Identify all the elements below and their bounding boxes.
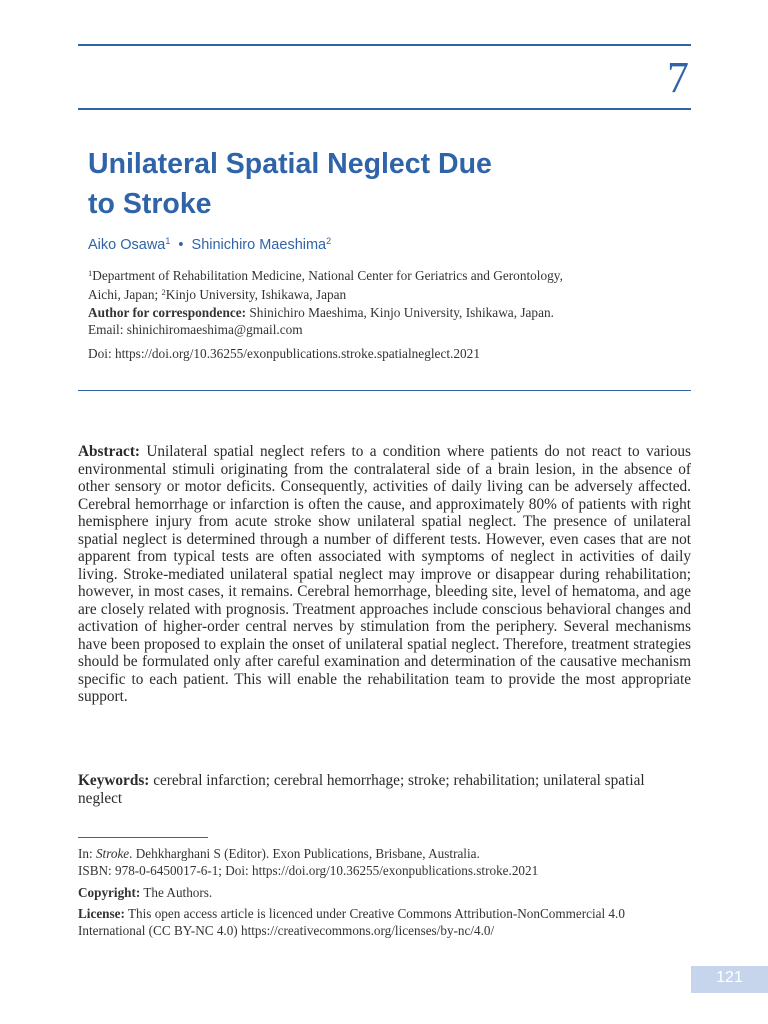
top-rule: [78, 44, 691, 46]
affiliation-line-2a: Aichi, Japan;: [88, 287, 162, 302]
doi[interactable]: Doi: https://doi.org/10.36255/exonpublications.stroke.spatialneglect.2021: [88, 346, 480, 361]
license-text: This open access article is licenced under Creative Commons Attribution-NonCommercial 4.0 International (CC BY-NC 4.0) https://creativecommons.org/licenses/by-nc/4.0/: [78, 906, 625, 938]
correspondence: [88, 304, 678, 338]
license: [78, 906, 693, 939]
title-line-1: Unilateral Spatial Neglect Due: [88, 148, 492, 180]
correspondence-label: Author for correspondence:: [88, 305, 247, 320]
keywords-label: Keywords:: [78, 772, 150, 789]
copyright-text: The Authors.: [143, 885, 213, 900]
affiliation-mark-2: 2: [161, 287, 166, 297]
citation-book: Stroke: [95, 846, 130, 861]
header-bottom-rule: [78, 108, 691, 110]
citation: [78, 846, 693, 879]
copyright: [78, 885, 693, 902]
affiliation-line-1: Department of Rehabilitation Medicine, National Center for Geriatrics and Gerontology,: [92, 268, 563, 283]
abstract-text: Unilateral spatial neglect refers to a condition where patients do not react to various environmental stimuli originating from the contralateral side of a brain lesion, in the absence of other sensory or motor deficits. Consequently, activities of daily living can be adversely affected. Cerebral hemorrhage or infarction is often the cause, and approximately 80% of patients with right hemisphere injury from acute stroke show unilateral spatial neglect. The presence of unilateral spatial neglect is determined through a number of different tests. However, even cases that are not apparent from typical tests are often associated with symptoms of neglect in activities of daily living. Stroke-mediated unilateral spatial neglect may improve or disappear during rehabilitation; however, in most cases, it remains. Cerebral hemorrhage, bleeding site, level of hematoma, and age are closely related with prognosis. Treatment approaches include conscious behavioral changes and activation of higher-order central nerves by stimulation from the periphery. Several mechanisms have been proposed to explain the onset of unilateral spatial neglect. Therefore, treatment strategies should be formulated only after careful examination and determination of the causative mechanism specific to each patient. This will enable the rehabilitation team to provide the most appropriate support.: [78, 443, 692, 705]
license-label: License:: [78, 906, 125, 921]
affiliation-line-2b: Kinjo University, Ishikawa, Japan: [165, 287, 347, 302]
keywords: [78, 772, 691, 807]
citation-prefix: In:: [78, 846, 96, 861]
abstract-label: Abstract:: [78, 443, 141, 460]
author-separator: •: [178, 237, 184, 253]
page-number-tab: [691, 966, 768, 993]
citation-rest: . Dehkharghani S (Editor). Exon Publications, Brisbane, Australia.: [129, 846, 480, 861]
correspondence-email[interactable]: Email: shinichiromaeshima@gmail.com: [88, 322, 303, 337]
abstract: [78, 443, 691, 706]
author-1-affiliation-mark: 1: [165, 236, 171, 246]
copyright-label: Copyright:: [78, 885, 141, 900]
author-1: Aiko Osawa: [88, 237, 166, 253]
metadata-bottom-rule: [78, 390, 691, 391]
author-2: Shinichiro Maeshima: [191, 237, 327, 253]
footnote-rule: [78, 837, 208, 838]
affiliation-mark-1: 1: [88, 268, 93, 278]
author-2-affiliation-mark: 2: [326, 236, 332, 246]
correspondence-text: Shinichiro Maeshima, Kinjo University, Ishikawa, Japan.: [249, 305, 554, 320]
keywords-text: cerebral infarction; cerebral hemorrhage; stroke; rehabilitation; unilateral spatial neglect: [78, 772, 645, 807]
title-line-2: to Stroke: [88, 188, 212, 220]
chapter-number: 7: [667, 53, 689, 102]
isbn-doi: ISBN: 978-0-6450017-6-1; Doi: https://doi.org/10.36255/exonpublications.stroke.2021: [78, 862, 539, 878]
author-list: [88, 236, 331, 253]
page-number: 121: [716, 969, 743, 986]
affiliations: [88, 265, 678, 303]
chapter-title: [88, 144, 648, 224]
